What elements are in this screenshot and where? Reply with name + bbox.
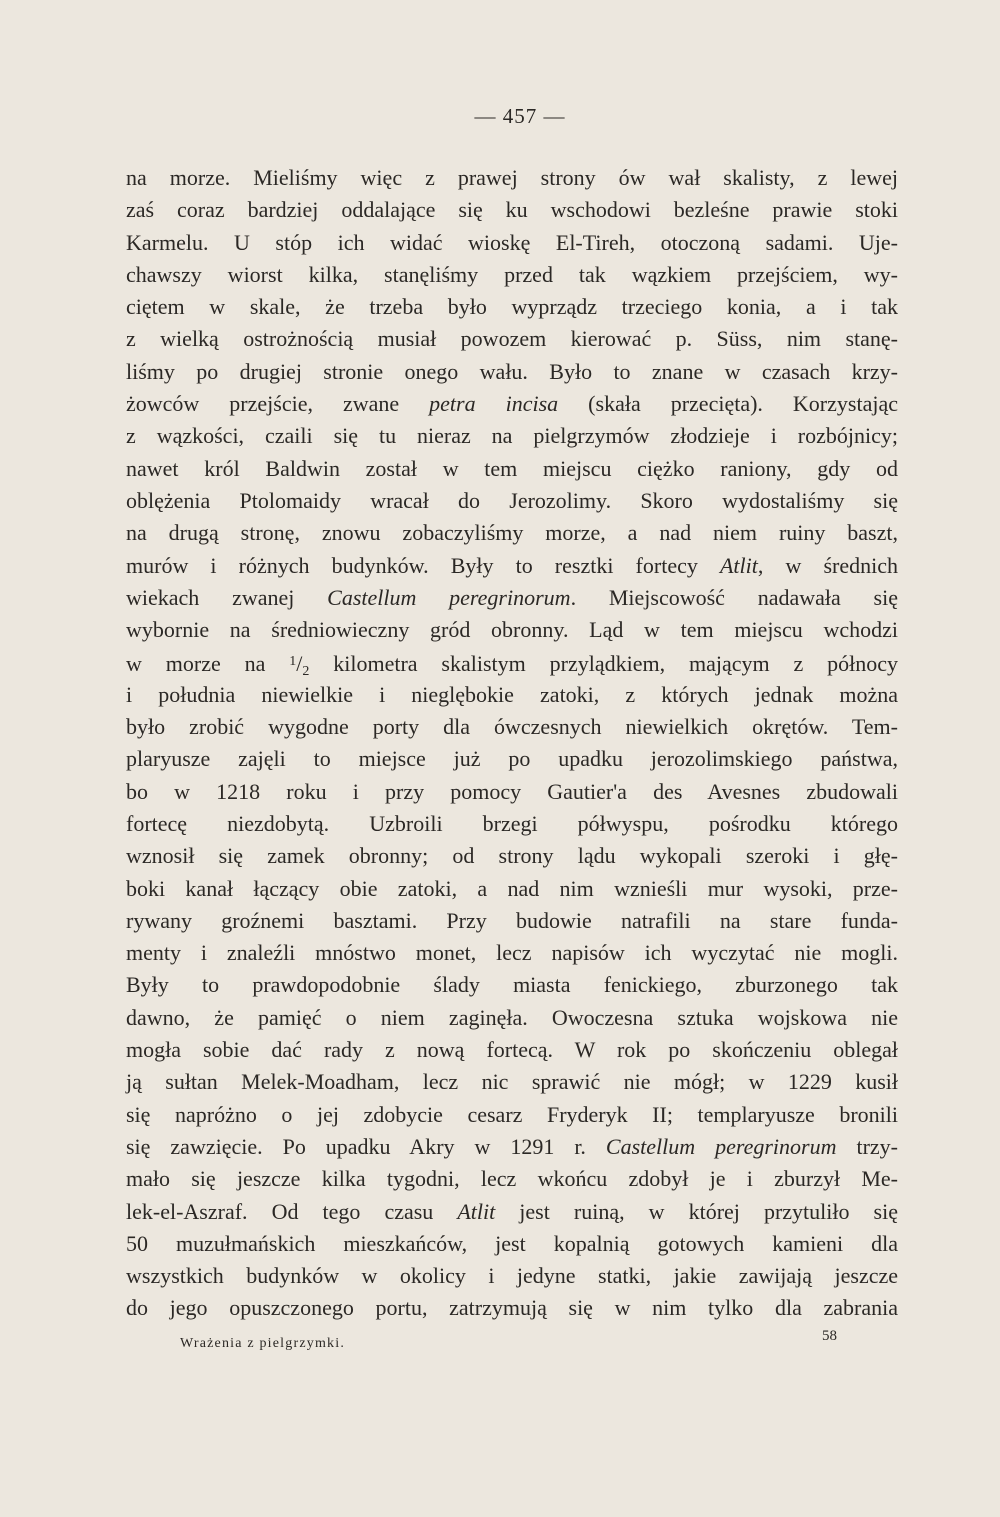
text-line: z wielką ostrożnością musiał powozem kierować p. Süss, nim stanę- xyxy=(126,326,898,352)
italic-phrase: Atlit xyxy=(719,552,758,578)
text-line: murów i różnych budynków. Były to resztki fortecy Atlit, w średnich xyxy=(126,552,898,578)
text-line: bo w 1218 roku i przy pomocy Gautier'a des Avesnes zbudowali xyxy=(126,778,898,804)
text-line: oblężenia Ptolomaidy wracał do Jerozolimy. Skoro wydostaliśmy się xyxy=(126,487,898,513)
text-line: mało się jeszcze kilka tygodni, lecz wkońcu zdobył je i zburzył Me- xyxy=(126,1166,898,1192)
text-line: na morze. Mieliśmy więc z prawej strony ów wał skalisty, z lewej xyxy=(126,165,898,190)
text-line: żowców przejście, zwane petra incisa (skała przecięta). Korzystając xyxy=(126,391,898,417)
text-line: menty i znaleźli mnóstwo monet, lecz napisów ich wyczytać nie mogli. xyxy=(126,940,898,966)
footer-signature-number: 58 xyxy=(822,1328,837,1344)
page-number: — 457 — xyxy=(474,104,566,128)
text-line: do jego opuszczonego portu, zatrzymują się w nim tylko dla zabrania xyxy=(126,1295,898,1321)
footer-book-title: Wrażenia z pielgrzymki. xyxy=(180,1336,346,1351)
text-line: wznosił się zamek obronny; od strony lądu wykopali szeroki i głę- xyxy=(126,843,898,869)
text-line: boki kanał łączący obie zatoki, a nad nim wznieśli mur wysoki, prze- xyxy=(126,875,898,901)
text-line: wybornie na średniowieczny gród obronny. Ląd w tem miejscu wchodzi xyxy=(126,617,898,643)
italic-phrase: petra incisa xyxy=(429,391,559,417)
italic-phrase: Atlit xyxy=(457,1198,496,1224)
text-line: nawet król Baldwin został w tem miejscu ciężko raniony, gdy od xyxy=(126,455,898,481)
body-text xyxy=(126,162,898,1325)
text-line: liśmy po drugiej stronie onego wału. Było to znane w czasach krzy- xyxy=(126,358,898,384)
text-line: mogła sobie dać rady z nową fortecą. W rok po skończeniu oblegał xyxy=(126,1037,898,1063)
text-line: z wązkości, czaili się tu nieraz na pielgrzymów złodzieje i rozbójnicy; xyxy=(126,423,898,449)
text-line: dawno, że pamięć o niem zaginęła. Owoczesna sztuka wojskowa nie xyxy=(126,1004,898,1030)
text-line: rywany groźnemi basztami. Przy budowie natrafili na stare funda- xyxy=(126,907,898,933)
italic-phrase: Castellum peregrinorum xyxy=(605,1133,837,1159)
text-line: 50 muzułmańskich mieszkańców, jest kopalnią gotowych kamieni dla xyxy=(126,1230,898,1256)
text-line: fortecę niezdobytą. Uzbroili brzegi półwyspu, pośrodku którego xyxy=(126,810,898,836)
text-line: zaś coraz bardziej oddalające się ku wschodowi bezleśne prawie stoki xyxy=(126,197,898,223)
text-line: się zawzięcie. Po upadku Akry w 1291 r. Castellum peregrinorum trzy- xyxy=(126,1133,898,1159)
text-line: wszystkich budynków w okolicy i jedyne statki, jakie zawijają jeszcze xyxy=(126,1263,898,1289)
text-line: było zrobić wygodne porty dla ówczesnych niewielkich okrętów. Tem- xyxy=(126,714,898,740)
text-line: plaryusze zajęli to miejsce już po upadku jerozolimskiego państwa, xyxy=(126,746,898,772)
text-line: Były to prawdopodobnie ślady miasta fenickiego, zburzonego tak xyxy=(126,972,898,998)
text-line: w morze na $^1/_2$ kilometra skalistym przylądkiem, mającym z północy xyxy=(126,651,898,680)
text-line: ciętem w skale, że trzeba było wyprządz trzeciego konia, a i tak xyxy=(126,294,898,320)
text-line: ją sułtan Melek-Moadham, lecz nic sprawić nie mógł; w 1229 kusił xyxy=(126,1069,898,1095)
fraction-one-half: $^1/_2$ xyxy=(289,651,310,680)
text-line: na drugą stronę, znowu zobaczyliśmy morze, a nad niem ruiny baszt, xyxy=(126,520,898,546)
text-line: wiekach zwanej Castellum peregrinorum. Miejscowość nadawała się xyxy=(126,584,898,610)
text-line: chawszy wiorst kilka, stanęliśmy przed tak wązkiem przejściem, wy- xyxy=(126,261,898,287)
text-line: Karmelu. U stóp ich widać wioskę El-Tireh, otoczoną sadami. Uje- xyxy=(126,229,898,255)
text-line: lek-el-Aszraf. Od tego czasu Atlit jest ruiną, w której przytuliło się xyxy=(126,1198,898,1224)
italic-phrase: Castellum peregrinorum xyxy=(327,584,571,610)
text-line: i południa niewielkie i nieglębokie zatoki, z których jednak można xyxy=(126,681,898,707)
text-line: się napróżno o jej zdobycie cesarz Fryderyk II; templaryusze bronili xyxy=(126,1101,898,1127)
